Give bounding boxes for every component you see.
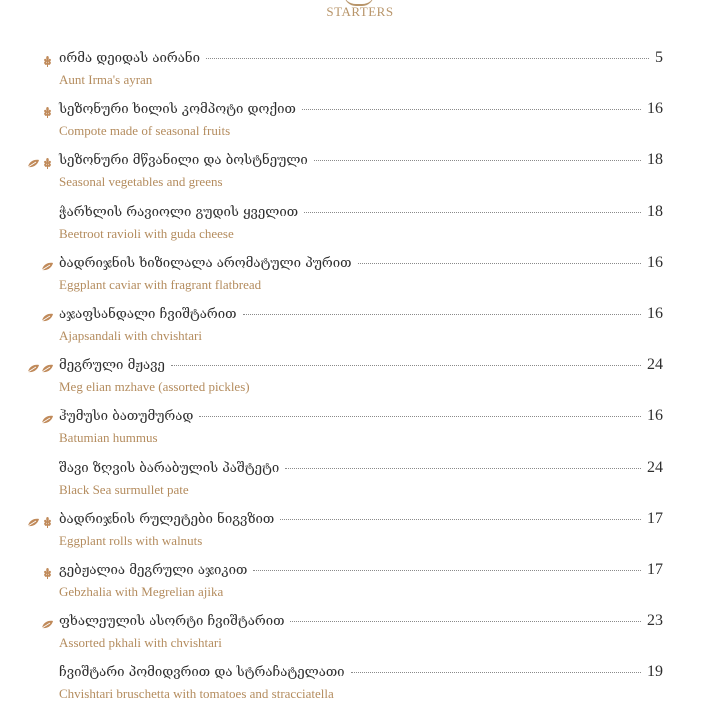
diet-icons	[41, 52, 54, 63]
item-price: 16	[647, 100, 663, 118]
dot-leader	[243, 314, 642, 315]
menu-item	[0, 147, 720, 198]
dot-leader	[314, 160, 641, 161]
item-name-georgian: ჰუმუსი ბათუმურად	[59, 409, 194, 425]
menu-item	[0, 659, 720, 710]
item-name-georgian: ბადრიჯნის ხიზილალა არომატული პურით	[59, 255, 352, 271]
menu-item	[0, 557, 720, 608]
item-row	[59, 663, 663, 681]
item-name-english: Ajapsandali with chvishtari	[59, 327, 202, 343]
menu-item	[0, 45, 720, 96]
wheat-icon	[41, 564, 54, 575]
leaf-icon	[41, 308, 54, 319]
dot-leader	[304, 212, 641, 213]
item-row	[59, 510, 663, 528]
menu-item	[0, 199, 720, 250]
item-row	[59, 459, 663, 477]
section-title: STARTERS	[326, 4, 394, 19]
leaf-icon	[41, 257, 54, 268]
item-row	[59, 49, 663, 67]
item-row	[59, 407, 663, 425]
item-price: 17	[647, 509, 663, 527]
item-name-georgian: ჩვიშტარი პომიდვრით და სტრაჩატელათი	[59, 665, 345, 681]
menu-item	[0, 403, 720, 454]
item-price: 19	[647, 663, 663, 681]
item-row	[59, 100, 663, 118]
diet-icons	[27, 154, 54, 165]
item-name-english: Aunt Irma's ayran	[59, 72, 153, 87]
wheat-icon	[41, 513, 54, 524]
menu-item	[0, 455, 720, 506]
wheat-icon	[41, 52, 54, 63]
item-price: 18	[647, 151, 663, 169]
item-name-georgian: მეგრული მჟავე	[59, 358, 165, 374]
dot-leader	[280, 519, 641, 520]
dot-leader	[171, 365, 641, 366]
item-name-georgian: ირმა დეიდას აირანი	[59, 51, 200, 66]
item-row	[59, 254, 663, 272]
item-row	[59, 305, 663, 323]
leaf-icon	[27, 513, 40, 524]
dot-leader	[358, 263, 641, 264]
leaf-icon	[41, 410, 54, 421]
item-price: 16	[647, 407, 663, 425]
item-price: 24	[647, 356, 663, 374]
item-name-english: Gebzhalia with Megrelian ajika	[59, 583, 224, 599]
item-row	[59, 356, 663, 374]
diet-icons	[41, 615, 54, 626]
dot-leader	[302, 109, 641, 110]
menu-list	[0, 45, 720, 710]
item-row	[59, 203, 663, 221]
diet-icons	[27, 513, 54, 524]
leaf-icon	[41, 359, 54, 370]
item-row	[59, 561, 663, 579]
item-price: 16	[647, 304, 663, 322]
item-name-georgian: სეზონური ხილის კომპოტი დოქით	[59, 102, 296, 118]
item-row	[59, 612, 663, 630]
diet-icons	[41, 564, 54, 575]
menu-item	[0, 608, 720, 659]
item-price: 16	[647, 253, 663, 271]
menu-item	[0, 506, 720, 557]
item-name-georgian: ფხალეულის ასორტი ჩვიშტარით	[59, 614, 285, 630]
wheat-icon	[41, 103, 54, 114]
menu-item	[0, 301, 720, 352]
item-price: 5	[655, 49, 663, 66]
item-price: 23	[647, 612, 663, 630]
leaf-icon	[27, 359, 40, 370]
item-name-georgian: შავი ზღვის ბარაბულის პაშტეტი	[59, 460, 280, 476]
item-name-georgian: სეზონური მწვანილი და ბოსტნეული	[59, 153, 308, 169]
item-price: 17	[647, 560, 663, 578]
diet-icons	[41, 103, 54, 114]
dot-leader	[206, 58, 649, 59]
menu-item	[0, 250, 720, 301]
item-price: 24	[647, 458, 663, 476]
diet-icons	[41, 410, 54, 421]
item-name-georgian: ჭარხლის რავიოლი გუდის ყველით	[59, 204, 299, 220]
leaf-icon	[41, 615, 54, 626]
item-name-english: Seasonal vegetables and greens	[59, 174, 223, 190]
item-name-english: Batumian hummus	[59, 430, 158, 446]
item-name-english: Compote made of seasonal fruits	[59, 123, 231, 139]
menu-item	[0, 352, 720, 403]
item-name-georgian: ბადრიჯნის რულეტები ნიგვზით	[59, 511, 275, 527]
dot-leader	[285, 468, 641, 469]
item-row	[59, 151, 663, 169]
dot-leader	[253, 570, 641, 571]
diet-icons	[27, 359, 54, 370]
item-name-georgian: გებჟალია მეგრული აჯიკით	[59, 562, 248, 578]
wheat-icon	[41, 154, 54, 165]
item-name-georgian: აჯაფსანდალი ჩვიშტარით	[59, 306, 237, 322]
menu-item	[0, 96, 720, 147]
item-name-english: Black Sea surmullet pate	[59, 481, 189, 497]
diet-icons	[41, 257, 54, 268]
dot-leader	[290, 621, 641, 622]
item-price: 18	[647, 202, 663, 220]
item-name-english: Eggplant rolls with walnuts	[59, 532, 203, 548]
dot-leader	[199, 416, 641, 417]
diet-icons	[41, 308, 54, 319]
item-name-english: Eggplant caviar with fragrant flatbread	[59, 276, 262, 292]
dot-leader	[351, 672, 641, 673]
item-name-english: Meg elian mzhave (assorted pickles)	[59, 379, 250, 395]
item-name-english: Beetroot ravioli with guda cheese	[59, 225, 234, 241]
item-name-english: Chvishtari bruschetta with tomatoes and stracciatella	[59, 686, 334, 702]
leaf-icon	[27, 154, 40, 165]
item-name-english: Assorted pkhali with chvishtari	[59, 635, 222, 651]
